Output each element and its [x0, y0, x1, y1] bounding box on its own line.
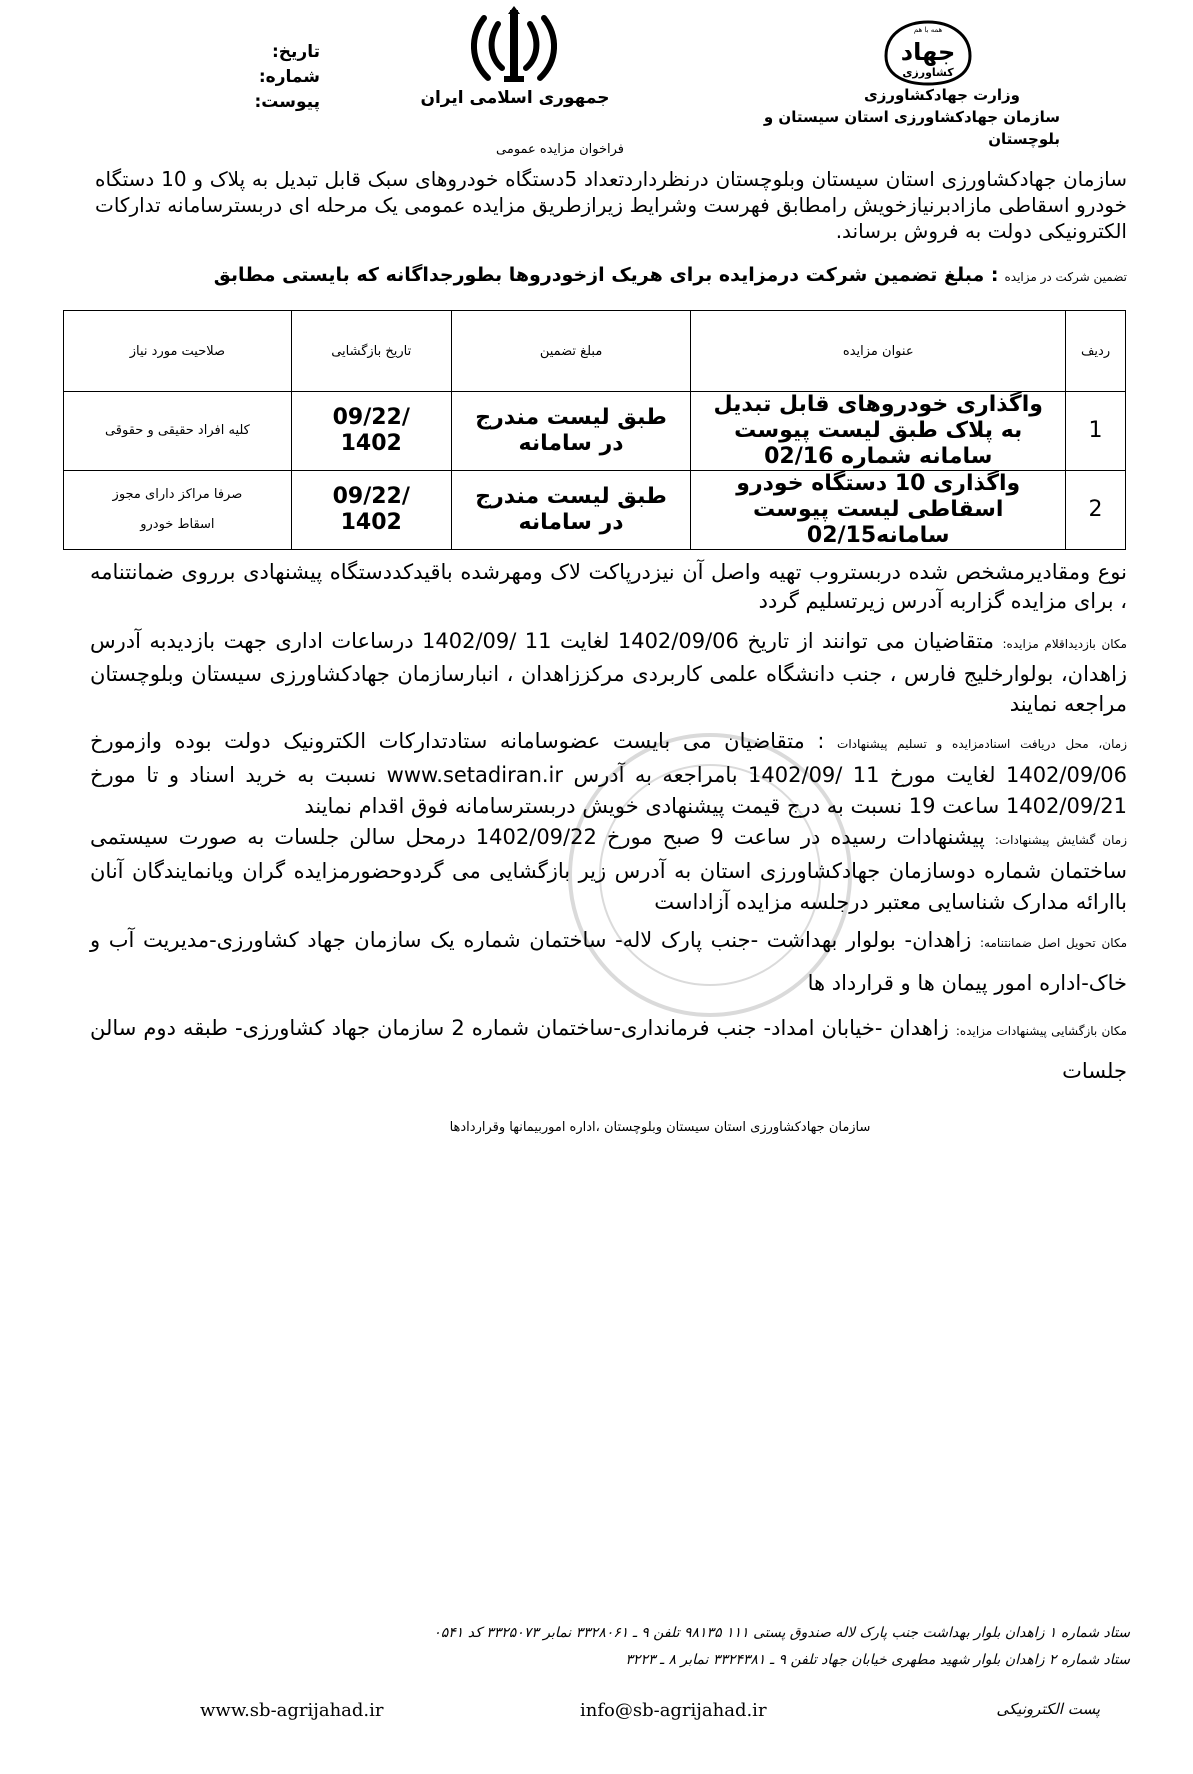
delivery-text: زاهدان- بولوار بهداشت -جنب پارک لاله- ساختمان شماره یک سازمان جهاد کشاورزی-مدیریت آب و خاک-اداره امور پیمان ها و قرارداد ها: [90, 928, 1127, 995]
footer-email-label: پست الکترونیکی: [996, 1700, 1100, 1718]
cell-requirement: کلیه افراد حقیقی و حقوقی: [64, 392, 292, 471]
organization-name: سازمان جهادکشاورزی استان سیستان و بلوچستان: [763, 108, 1060, 148]
auction-table: [63, 310, 1126, 550]
date-label: تاریخ:: [272, 42, 320, 62]
table-row: [64, 392, 1126, 471]
opening-text: پیشنهادات رسیده در ساعت 9 صبح مورخ 1402/09/22 درمحل سالن جلسات به صورت سیستمی ساختمان شماره دوسازمان جهادکشاورزی استان به آدرس زیر بازگشایی می گردوحضورمزایده گران ویانمایندگان آنان باارائه مدارک شناسایی معتبر درجلسه مزایده آزاداست: [90, 825, 1127, 914]
svg-text:کشاورزی: کشاورزی: [902, 66, 954, 79]
ministry-name: وزارت جهادکشاورزی: [863, 86, 1020, 104]
cell-requirement: صرفا مراکز دارای مجوز اسقاط خودرو: [64, 471, 292, 550]
signature-line: سازمان جهادکشاورزی استان سیستان وبلوچستان ،اداره اموربیمانها وقراردادها: [449, 1120, 871, 1135]
svg-text:جهاد: جهاد: [900, 38, 956, 66]
cell-opening-date: [291, 392, 451, 471]
cell-amount: طبق لیست مندرج در سامانه: [451, 392, 691, 471]
table-row: [64, 471, 1126, 550]
visit-text: متقاضیان می توانند از تاریخ 1402/09/06 لغایت 11 /1402/09 درساعات اداری جهت بازدیدبه آدرس زاهدان، بولوارخلیج فارس ، جنب دانشگاه علمی کاربردی مرکززاهدان ، انبارسازمان جهادکشاورزی سیستان وبلوچستان مراجعه نمایند: [90, 629, 1127, 716]
opening-place-label: مکان بازگشایی پیشنهادات مزایده:: [955, 1024, 1127, 1038]
letter-meta: [230, 40, 320, 115]
opening-date-line2: 1402: [340, 510, 402, 535]
documents-text: : متقاضیان می بایست عضوسامانه ستادتدارکات الکترونیک دولت بوده وازمورخ 1402/09/06 لغایت مورخ 11 /1402/09 بامراجعه به آدرس www.setadiran.ir نسبت به خرید اسناد و تا مورخ 1402/09/21 ساعت 19 نسبت به درج قیمت پیشنهادی خویش دربسترسامانه فوق اقدام نمایند: [90, 729, 1128, 818]
opening-date-line1: /09/22: [332, 405, 410, 430]
cell-title: واگذاری خودروهای قابل تبدیل به پلاک طبق لیست پیوست سامانه شماره 02/16: [691, 392, 1066, 471]
opening-place-text: زاهدان -خیابان امداد- جنب فرمانداری-ساختمان شماره 2 سازمان جهاد کشاورزی- طبقه دوم سالن جلسات: [90, 1016, 1127, 1083]
cell-opening-date: [291, 471, 451, 550]
footer-address: [170, 1620, 1130, 1674]
table-header-row: [64, 311, 1126, 392]
cell-title: واگذاری 10 دستگاه خودرو اسقاطی لیست پیوست سامانه02/15: [691, 471, 1066, 550]
notice-title: فراخوان مزایده عمومی: [496, 142, 624, 157]
header-opening-date: تاریخ بازگشایی: [291, 311, 451, 392]
visit-label: مکان بازدیداقلام مزایده:: [1002, 637, 1127, 651]
footer-line-2: ستاد شماره ۲ زاهدان بلوار شهید مطهری خیابان جهاد تلفن ۹ ـ ۳۳۲۴۳۸۱ نمابر ۸ ـ ۳۲۲۳: [625, 1652, 1130, 1668]
cell-amount: طبق لیست مندرج در سامانه: [451, 471, 691, 550]
attachment-label: پیوست:: [254, 92, 320, 112]
quantity-paragraph: نوع ومقادیرمشخص شده دربستروب تهیه واصل آن نیزدرپاکت لاک ومهرشده باقیدکددستگاه پیشنهادی برروی ضمانتنامه ، برای مزایده گزاربه آدرس زیرتسلیم گردد: [90, 560, 1127, 613]
guarantee-label: تضمین شرکت در مزایده: [1004, 270, 1127, 284]
guarantee-line: [95, 262, 1127, 290]
footer-email-link[interactable]: info@sb-agrijahad.ir: [580, 1700, 767, 1721]
header-amount: مبلغ تضمین: [451, 311, 691, 392]
iran-emblem-icon: [468, 6, 560, 88]
opening-date-line1: /09/22: [332, 484, 410, 509]
guarantee-text: : مبلغ تضمین شرکت درمزایده برای هریک ازخودروها بطورجداگانه که بایستی مطابق: [213, 264, 999, 286]
notice-intro: سازمان جهادکشاورزی استان سیستان وبلوچستان درنظرداردتعداد 5دستگاه خودروهای سبک قابل تبدیل به پلاک و 10 دستگاه خودرو اسقاطی مازادبرنیازخویش رامطابق فهرست وشرایط زیرازطریق مزایده عمومی یک مرحله ای دربسترسامانه تدارکات الکترونیکی دولت به فروش برساند.: [95, 167, 1128, 243]
republic-title: جمهوری اسلامی ایران: [420, 88, 610, 108]
header-requirement: صلاحیت مورد نیاز: [64, 311, 292, 392]
svg-text:همه با هم: همه با هم: [913, 26, 943, 34]
header-title: عنوان مزایده: [691, 311, 1066, 392]
cell-row-number: 1: [1066, 392, 1126, 471]
ministry-block: [760, 84, 1060, 150]
header-row-number: ردیف: [1066, 311, 1126, 392]
cell-row-number: 2: [1066, 471, 1126, 550]
footer-line-1: ستاد شماره ۱ زاهدان بلوار بهداشت جنب پارک لاله صندوق پستی ۱۱۱ ۹۸۱۳۵ تلفن ۹ ـ ۳۳۲۸۰۶۱ نمابر ۳۳۲۵۰۷۳ کد ۰۵۴۱: [433, 1625, 1130, 1641]
number-label: شماره:: [258, 67, 320, 87]
footer-website-link[interactable]: www.sb-agrijahad.ir: [200, 1700, 384, 1721]
watermark-stamp-icon: [560, 700, 860, 1050]
opening-label: زمان گشایش پیشنهادات:: [994, 833, 1127, 847]
jihad-logo-icon: [878, 18, 978, 88]
delivery-label: مکان تحویل اصل ضمانتنامه:: [980, 936, 1128, 950]
opening-date-line2: 1402: [340, 431, 402, 456]
documents-label: زمان، محل دریافت اسنادمزایده و تسلیم پیشنهادات: [837, 737, 1127, 751]
